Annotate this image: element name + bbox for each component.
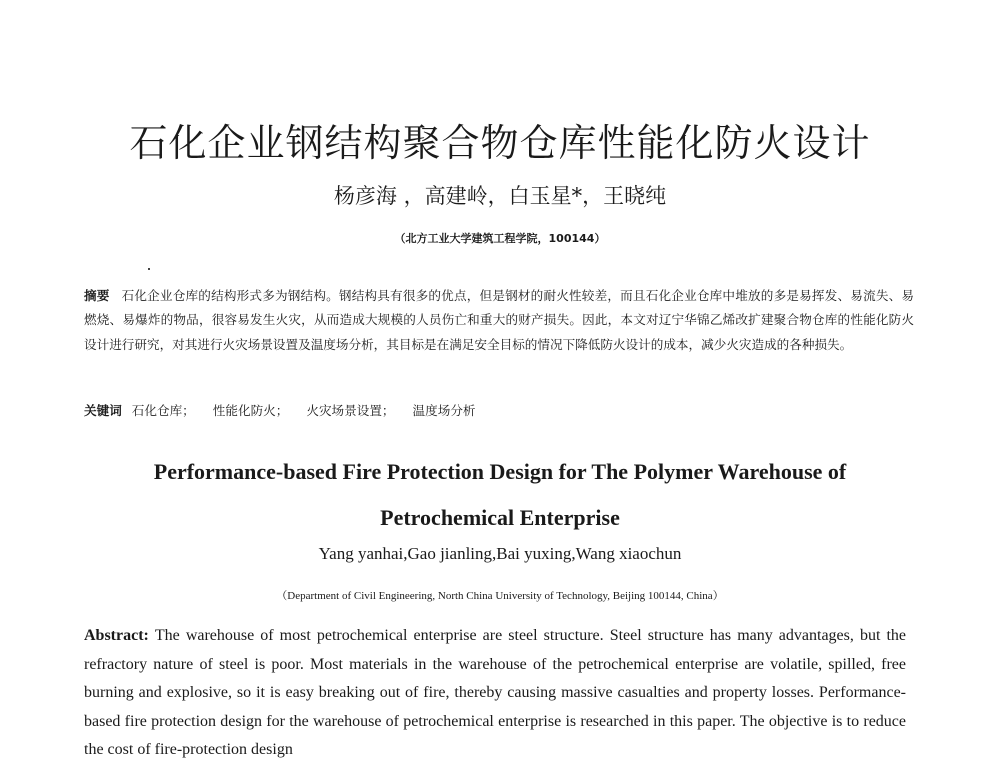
chinese-keywords-label: 关键词	[84, 403, 122, 418]
english-title-line-1: Performance-based Fire Protection Design for The Polymer Warehouse of	[153, 459, 847, 484]
keyword: 性能化防火；	[212, 403, 289, 418]
english-title-line-2: Petrochemical Enterprise	[380, 505, 620, 530]
chinese-abstract-label: 摘要	[84, 288, 110, 303]
english-affiliation: （Department of Civil Engineering, North China University of Technology, Beijing 100144, China）	[276, 590, 724, 602]
chinese-affiliation: （北方工业大学建筑工程学院，100144）	[394, 232, 606, 245]
english-title	[0, 449, 1000, 541]
keyword: 温度场分析	[412, 403, 476, 418]
keyword: 石化仓库；	[131, 403, 195, 418]
stray-dot	[148, 268, 150, 270]
chinese-authors: 杨彦海 ，高建岭，白玉星*，王晓纯	[333, 184, 667, 208]
chinese-keywords	[84, 400, 914, 419]
english-abstract-label: Abstract:	[84, 627, 149, 644]
chinese-title: 石化企业钢结构聚合物仓库性能化防火设计	[129, 121, 871, 165]
english-authors: Yang yanhai,Gao jianling,Bai yuxing,Wang xiaochun	[318, 544, 682, 563]
keyword: 火灾场景设置；	[306, 403, 395, 418]
english-abstract-text: The warehouse of most petrochemical enterprise are steel structure. Steel structure has many advantages, but the refractory nature of steel is poor. Most materials in the warehouse of the petrochemical enterprise are volatile, spilled, free burning and explosive, so it is easy breaking out of fire, thereby causing massive casualties and property losses. Performance-based fire protection design for the warehouse of petrochemical enterprise is researched in this paper. The objective is to reduce the cost of fire-protection design	[84, 627, 906, 758]
chinese-abstract-text: 石化企业仓库的结构形式多为钢结构。钢结构具有很多的优点，但是钢材的耐火性较差，而且石化企业仓库中堆放的多是易挥发、易流失、易燃烧、易爆炸的物品，很容易发生火灾，从而造成大规模的人员伤亡和重大的财产损失。因此，本文对辽宁华锦乙烯改扩建聚合物仓库的性能化防火设计进行研究，对其进行火灾场景设置及温度场分析，其目标是在满足安全目标的情况下降低防火设计的成本，减少火灾造成的各种损失。	[84, 288, 915, 352]
english-abstract	[84, 622, 906, 765]
chinese-abstract	[84, 284, 914, 357]
